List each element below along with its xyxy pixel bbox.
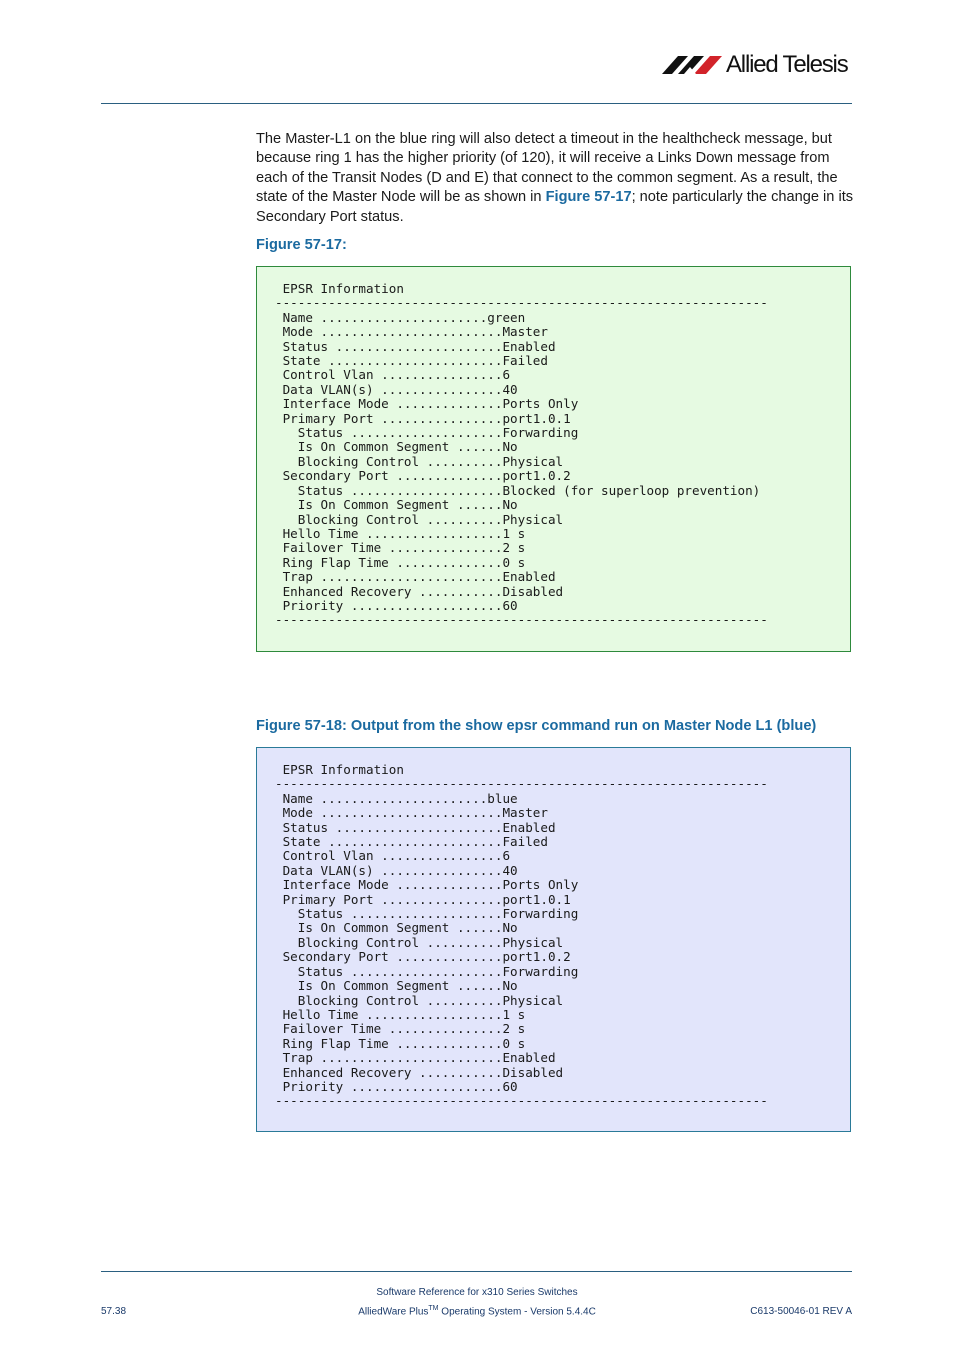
header-rule	[101, 103, 852, 104]
figure-57-17-link[interactable]: Figure 57-17	[545, 189, 632, 206]
figure-57-18-output-box	[256, 747, 851, 1132]
logo-mark-icon	[660, 50, 724, 80]
footer-title: Software Reference for x310 Series Switches	[376, 1287, 578, 1298]
page-number: 57.38	[101, 1306, 127, 1317]
document-code: C613-50046-01 REV A	[750, 1306, 852, 1317]
footer-version-text: Operating System - Version 5.4.4C	[438, 1306, 596, 1318]
paragraph-text: The Master-L1 on the blue ring will also detect a timeout in the healthcheck message, but because ring 1 has the higher priority (of 120), it will receive a Links Down message from each of the Transit Nodes (D and E) that connect to the common segment. As a result, the state of the Master Node will be as shown in	[256, 131, 838, 206]
figure-57-18-cli-output: EPSR Information ----------------------------------------------------------------- Name ......................blue Mode ........................Master Status ......................Enabled State .......................Failed Control Vlan ................6 Data VLAN(s) ................40 Interface Mode ..............Ports Only Primary Port ................port1.0.1 Status ....................Forwarding Is On Common Segment ......No Blocking Control ..........Physical Secondary Port ..............port1.0.2 Status ....................Forwarding Is On Common Segment ......No Blocking Control ..........Physical Hello Time ..................1 s Failover Time ...............2 s Ring Flap Time ..............0 s Trap ........................Enabled Enhanced Recovery ...........Disabled Priority ....................60 -----------------------------------------------------------------	[275, 762, 768, 1109]
figure-57-17-caption: Figure 57-17:	[256, 237, 347, 253]
paragraph-text-end: ; note particularly the change in its Secondary Port status.	[256, 189, 854, 225]
body-paragraph	[256, 130, 856, 227]
figure-57-18-caption: Figure 57-18: Output from the show epsr command run on Master Node L1 (blue)	[256, 718, 817, 734]
company-logo	[660, 50, 855, 80]
figure-57-17-cli-output: EPSR Information ----------------------------------------------------------------- Name ......................green Mode ........................Master Status ......................Enabled State .......................Failed Control Vlan ................6 Data VLAN(s) ................40 Interface Mode ..............Ports Only Primary Port ................port1.0.1 Status ....................Forwarding Is On Common Segment ......No Blocking Control ..........Physical Secondary Port ..............port1.0.2 Status ....................Blocked (for superloop prevention) Is On Common Segment ......No Blocking Control ..........Physical Hello Time ..................1 s Failover Time ...............2 s Ring Flap Time ..............0 s Trap ........................Enabled Enhanced Recovery ...........Disabled Priority ....................60 -----------------------------------------------------------------	[275, 281, 768, 628]
logo-text: Allied Telesis	[726, 51, 848, 78]
footer-trademark: TM	[428, 1305, 439, 1312]
figure-57-17-output-box	[256, 266, 851, 652]
footer-product: AlliedWare Plus	[358, 1306, 429, 1318]
footer-rule	[101, 1271, 852, 1272]
